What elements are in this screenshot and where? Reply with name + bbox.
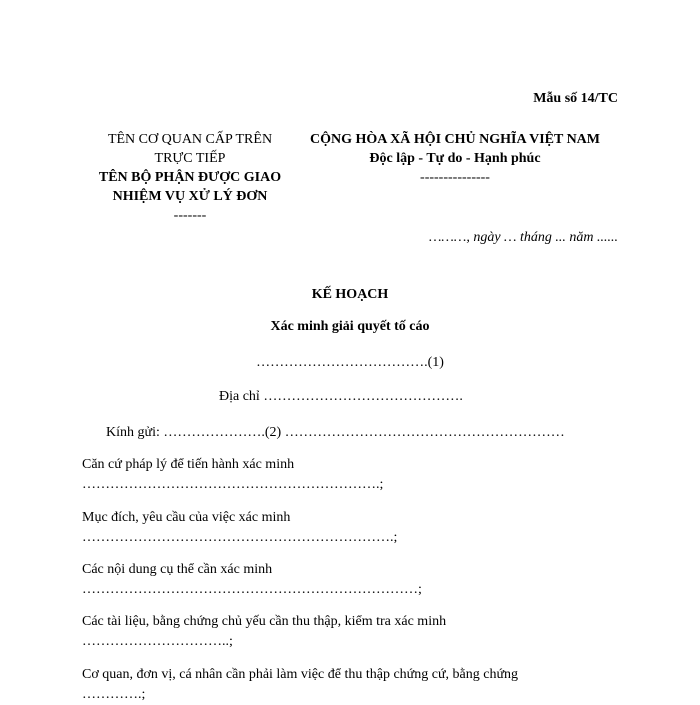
national-divider: ---------------: [420, 170, 490, 185]
address-line: Địa chỉ …………………………………….: [219, 389, 463, 404]
section-evidence: [82, 612, 446, 652]
send-to-line: Kính gửi: ………………….(2) ……………………………………………………: [106, 425, 565, 440]
agency-unit-line2: NHIỆM VỤ XỬ LÝ ĐƠN: [112, 189, 268, 204]
section-label: Các tài liệu, bằng chứng chủ yếu cần thu thập, kiểm tra xác minh: [82, 614, 447, 629]
national-motto: Độc lập - Tự do - Hạnh phúc: [369, 151, 541, 166]
section-fill: ……………………………………………………….;: [82, 477, 384, 492]
agency-parent-line2: TRỰC TIẾP: [154, 151, 226, 166]
national-title: CỘNG HÒA XÃ HỘI CHỦ NGHĨA VIỆT NAM: [309, 132, 600, 147]
section-purpose: [82, 508, 397, 548]
agency-header: [70, 130, 310, 225]
section-label: Cơ quan, đơn vị, cá nhân cần phải làm việc để thu thập chứng cứ, bằng chứng: [82, 667, 519, 682]
section-fill: ………………………………………………………………;: [82, 582, 422, 597]
agency-parent-line1: TÊN CƠ QUAN CẤP TRÊN: [107, 132, 273, 147]
section-label: Các nội dung cụ thể cần xác minh: [82, 562, 273, 577]
section-legal-basis: [82, 455, 383, 495]
recipient-line: ……………………………….(1): [256, 355, 444, 370]
agency-divider: -------: [173, 208, 207, 223]
agency-unit-line1: TÊN BỘ PHẬN ĐƯỢC GIAO: [98, 170, 282, 185]
section-parties: [82, 665, 518, 705]
national-header: [290, 130, 620, 187]
section-fill: ………………………………………………………….;: [82, 530, 398, 545]
form-number: Mẫu số 14/TC: [533, 91, 618, 106]
document-subtitle: Xác minh giải quyết tố cáo: [270, 319, 430, 334]
document-title: KẾ HOẠCH: [311, 287, 389, 302]
section-fill: …………………………..;: [82, 634, 233, 649]
section-label: Căn cứ pháp lý để tiến hành xác minh: [82, 457, 295, 472]
section-contents: [82, 560, 422, 600]
date-line: ………, ngày … tháng ... năm ......: [428, 230, 618, 245]
section-fill: ………….;: [82, 687, 146, 702]
section-label: Mục đích, yêu cầu của việc xác minh: [82, 510, 291, 525]
